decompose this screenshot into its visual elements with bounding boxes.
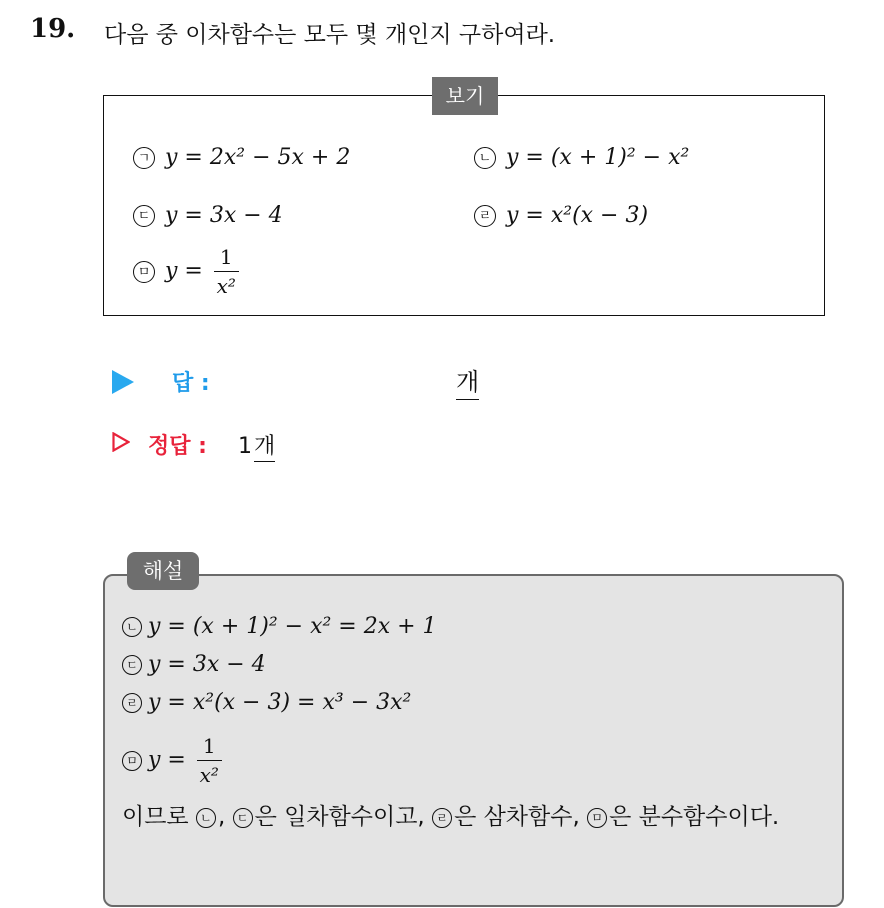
bogi-item-5	[133, 245, 239, 298]
circled-mark: ㄴ	[196, 808, 216, 828]
explanation-expr-prefix: y =	[148, 747, 186, 773]
answer-triangle-icon	[112, 370, 134, 394]
bogi-expr: y = x²(x − 3)	[506, 203, 649, 228]
correct-label: 정답 :	[148, 434, 207, 459]
circled-mark: ㅁ	[587, 808, 607, 828]
explanation-expr: y = x²(x − 3) = x³ − 3x²	[148, 690, 412, 715]
correct-unit: 개	[254, 434, 275, 462]
explanation-text-2: ,	[217, 804, 233, 830]
correct-value	[238, 429, 275, 460]
circled-mark: ㄴ	[122, 617, 142, 637]
correct-triangle-icon	[112, 432, 130, 452]
circled-mark: ㅁ	[122, 751, 142, 771]
explanation-text-4: 은 삼차함수,	[454, 804, 588, 830]
answer-unit: 개	[456, 362, 479, 400]
circled-mark: ㅁ	[133, 261, 155, 283]
circled-mark: ㄷ	[233, 808, 253, 828]
circled-mark: ㄱ	[133, 147, 155, 169]
bogi-expr: y = (x + 1)² − x²	[506, 145, 690, 170]
fraction-denominator: x²	[199, 763, 219, 787]
explanation-text-3: 은 일차함수이고,	[254, 804, 433, 830]
circled-mark: ㄹ	[474, 205, 496, 227]
fraction-numerator: 1	[197, 734, 222, 761]
bogi-expr: y = 2x² − 5x + 2	[165, 145, 351, 170]
bogi-item-3	[133, 203, 283, 228]
bogi-item-1	[133, 145, 350, 170]
bogi-label: 보기	[432, 77, 498, 115]
explanation-line-4	[122, 734, 222, 787]
bogi-expr-prefix: y =	[165, 258, 203, 284]
explanation-conclusion	[122, 795, 828, 839]
explanation-label: 해설	[127, 552, 199, 590]
circled-mark: ㄷ	[133, 205, 155, 227]
fraction-denominator: x²	[216, 274, 236, 298]
answer-label: 답 :	[172, 371, 210, 396]
explanation-text-5: 은 분수함수이다.	[609, 804, 780, 830]
circled-mark: ㄹ	[122, 693, 142, 713]
fraction	[214, 245, 239, 298]
bogi-item-4	[474, 203, 648, 228]
explanation-text-1: 이므로	[122, 804, 196, 830]
bogi-expr: y = 3x − 4	[165, 203, 283, 228]
correct-number: 1	[238, 434, 252, 459]
explanation-expr: y = 3x − 4	[148, 652, 266, 677]
explanation-line-3	[122, 690, 411, 715]
bogi-item-2	[474, 145, 689, 170]
explanation-line-2	[122, 652, 266, 677]
circled-mark: ㄷ	[122, 655, 142, 675]
circled-mark: ㄹ	[432, 808, 452, 828]
fraction	[197, 734, 222, 787]
explanation-expr: y = (x + 1)² − x² = 2x + 1	[148, 614, 437, 639]
question-text: 다음 중 이차함수는 모두 몇 개인지 구하여라.	[104, 22, 556, 48]
fraction-numerator: 1	[214, 245, 239, 272]
question-number: 19.	[30, 14, 76, 44]
explanation-line-1	[122, 614, 437, 639]
circled-mark: ㄴ	[474, 147, 496, 169]
